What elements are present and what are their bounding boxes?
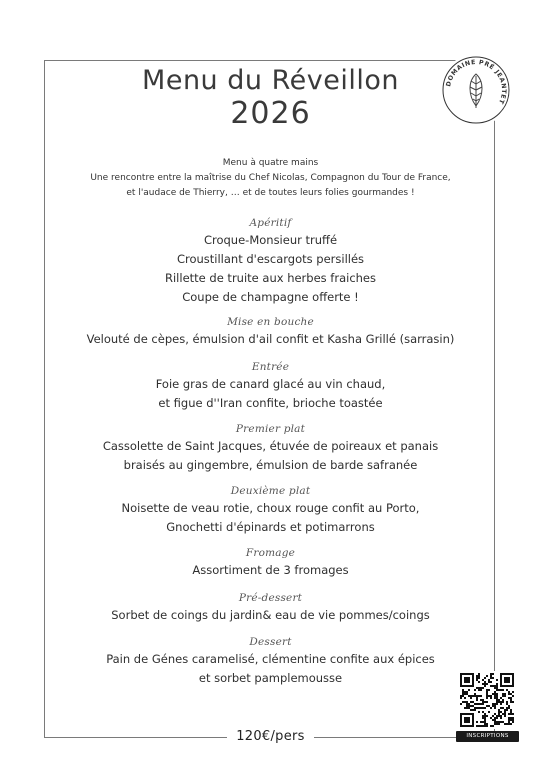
dish-item: et sorbet pamplemousse bbox=[198, 671, 343, 685]
intro-line: Une rencontre entre la maîtrise du Chef Nicolas, Compagnon du Tour de France, bbox=[90, 173, 451, 183]
course-deuxieme-plat bbox=[44, 484, 497, 537]
dish-item: Coupe de champagne offerte ! bbox=[182, 290, 359, 304]
dish-item: Pain de Génes caramelisé, clémentine confite aux épices bbox=[106, 652, 435, 666]
menu-title: Menu du Réveillon bbox=[142, 65, 399, 96]
dish-item: braisés au gingembre, émulsion de barde safranée bbox=[123, 458, 418, 472]
dish-item: Croque-Monsieur truffé bbox=[203, 233, 338, 247]
intro-line: Menu à quatre mains bbox=[222, 158, 319, 168]
price-label: 120€/pers bbox=[227, 726, 314, 748]
intro-line: et l'audace de Thierry, … et de toutes leurs folies gourmandes ! bbox=[126, 188, 415, 198]
course-premier-plat bbox=[44, 422, 497, 475]
course-pre-dessert bbox=[44, 591, 497, 625]
qr-code-icon[interactable] bbox=[458, 671, 516, 729]
price-row bbox=[44, 725, 497, 747]
course-dessert bbox=[44, 635, 497, 688]
course-aperitif bbox=[44, 216, 497, 307]
course-fromage bbox=[44, 546, 497, 580]
course-label: Dessert bbox=[249, 636, 292, 648]
course-entree bbox=[44, 360, 497, 413]
dish-item: et figue d''Iran confite, brioche toastée bbox=[158, 396, 383, 410]
menu-year: 2026 bbox=[230, 96, 311, 131]
intro-text bbox=[60, 156, 481, 201]
dish-item: Croustillant d'escargots persillés bbox=[176, 252, 365, 266]
dish-item: Sorbet de coings du jardin& eau de vie pommes/coings bbox=[111, 608, 430, 622]
dish-item: Gnochetti d'épinards et potimarrons bbox=[166, 520, 375, 534]
dish-item: Cassolette de Saint Jacques, étuvée de poireaux et panais bbox=[102, 439, 439, 453]
dish-item: Assortiment de 3 fromages bbox=[192, 563, 349, 577]
course-label: Premier plat bbox=[235, 423, 306, 435]
course-label: Pré-dessert bbox=[238, 592, 303, 604]
dish-item: Rillette de truite aux herbes fraiches bbox=[165, 271, 376, 285]
course-label: Apéritif bbox=[249, 217, 292, 229]
logo-ring-text: DOMAINE PRÉ JEANTET bbox=[445, 58, 508, 106]
course-label: Mise en bouche bbox=[227, 316, 314, 328]
dish-item: Noisette de veau rotie, choux rouge confit au Porto, bbox=[121, 501, 420, 515]
inscriptions-button[interactable]: INSCRIPTIONS bbox=[456, 731, 519, 742]
course-label: Deuxième plat bbox=[230, 485, 311, 497]
course-label: Entrée bbox=[251, 361, 290, 373]
dish-item: Foie gras de canard glacé au vin chaud, bbox=[155, 377, 386, 391]
course-mise-en-bouche bbox=[44, 315, 497, 349]
course-label: Fromage bbox=[245, 547, 296, 559]
dish-item: Velouté de cèpes, émulsion d'ail confit et Kasha Grillé (sarrasin) bbox=[86, 332, 455, 346]
